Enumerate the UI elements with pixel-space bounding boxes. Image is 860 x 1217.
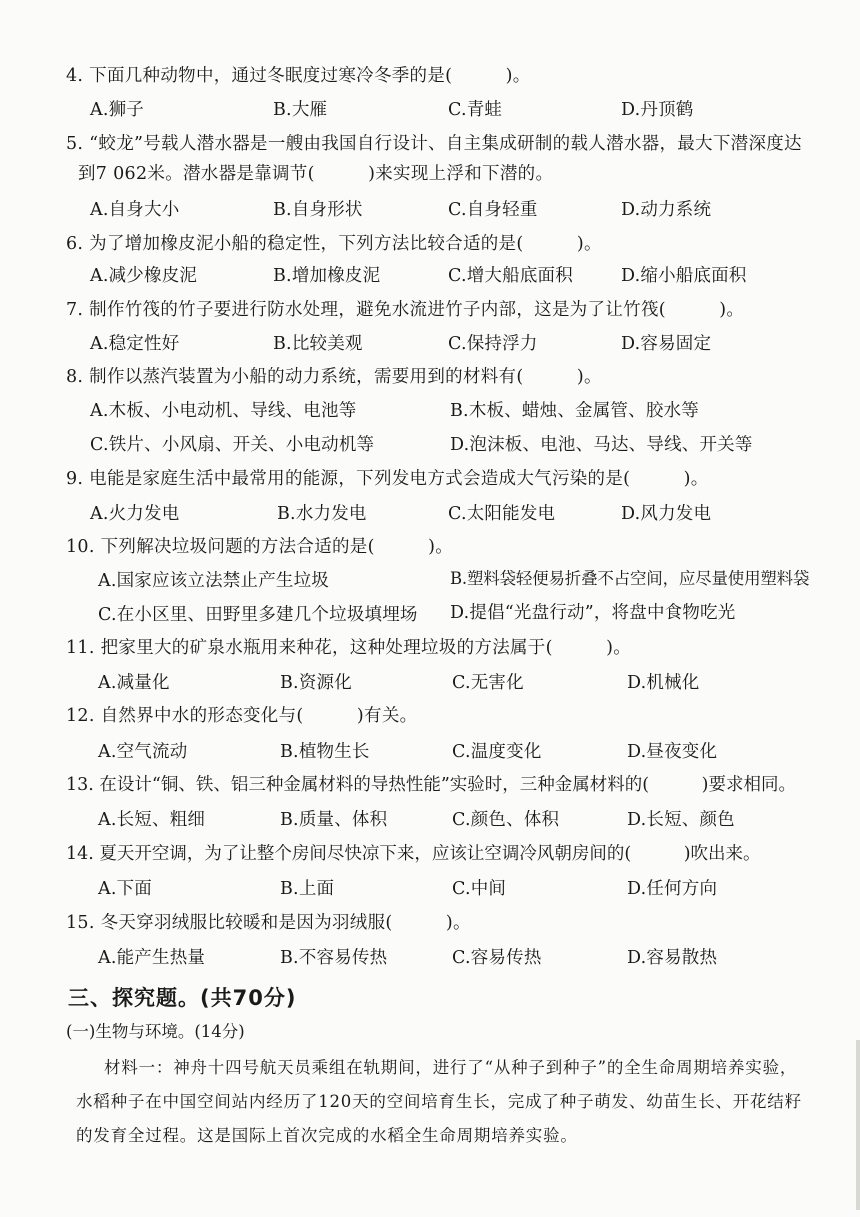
question-5-option-c: C.自身轻重 [448, 200, 538, 220]
question-5-stem-continued: 到7 062米。潜水器是靠调节( )来实现上浮和下潜的。 [78, 164, 554, 184]
question-5-option-b: B.自身形状 [273, 200, 363, 220]
question-13-option-c: C.颜色、体积 [452, 810, 560, 830]
question-9-option-d: D.风力发电 [621, 504, 712, 524]
question-7-option-a: A.稳定性好 [90, 334, 180, 354]
question-13-option-a: A.长短、粗细 [98, 810, 206, 830]
question-14-option-d: D.任何方向 [627, 879, 718, 899]
question-8-option-b: B.木板、蜡烛、金属管、胶水等 [450, 401, 699, 421]
section-3-title: 三、探究题。(共70分) [68, 986, 297, 1010]
question-9-option-c: C.太阳能发电 [448, 504, 556, 524]
question-4-stem: 4. 下面几种动物中，通过冬眠度过寒冷冬季的是( )。 [66, 66, 531, 86]
question-14-option-c: C.中间 [452, 879, 507, 899]
question-13-stem: 13. 在设计“铜、铁、铝三种金属材料的导热性能”实验时，三种金属材料的( )要求相同。 [66, 775, 796, 795]
question-10-option-d: D.提倡“光盘行动”，将盘中食物吃光 [450, 603, 736, 623]
question-9-option-a: A.火力发电 [90, 504, 180, 524]
material-paragraph-line-1: 材料一：神舟十四号航天员乘组在轨期间，进行了“从种子到种子”的全生命周期培养实验， [104, 1058, 798, 1077]
question-10-option-b: B.塑料袋轻便易折叠不占空间，应尽量使用塑料袋 [450, 569, 810, 588]
question-8-stem: 8. 制作以蒸汽装置为小船的动力系统，需要用到的材料有( )。 [66, 367, 602, 387]
question-11-option-a: A.减量化 [98, 673, 170, 693]
question-8-option-d: D.泡沫板、电池、马达、导线、开关等 [450, 435, 753, 455]
question-8-option-c: C.铁片、小风扇、开关、小电动机等 [90, 435, 375, 455]
question-5-option-d: D.动力系统 [621, 200, 712, 220]
question-14-option-b: B.上面 [280, 879, 335, 899]
material-paragraph-line-3: 的发育全过程。这是国际上首次完成的水稻全生命周期培养实验。 [76, 1126, 578, 1145]
question-10-option-c: C.在小区里、田野里多建几个垃圾填埋场 [98, 605, 418, 625]
question-11-option-c: C.无害化 [452, 673, 524, 693]
question-5-stem: 5. “蛟龙”号载人潜水器是一艘由我国自行设计、自主集成研制的载人潜水器，最大下潜深度达 [66, 134, 802, 154]
question-4-option-b: B.大雁 [273, 100, 328, 120]
question-11-option-b: B.资源化 [280, 673, 352, 693]
question-15-stem: 15. 冬天穿羽绒服比较暖和是因为羽绒服( )。 [66, 913, 471, 933]
question-6-option-b: B.增加橡皮泥 [273, 266, 381, 286]
question-5-option-a: A.自身大小 [90, 200, 180, 220]
question-13-option-b: B.质量、体积 [280, 810, 388, 830]
question-11-option-d: D.机械化 [627, 673, 700, 693]
question-8-option-a: A.木板、小电动机、导线、电池等 [90, 401, 357, 421]
question-10-stem: 10. 下列解决垃圾问题的方法合适的是( )。 [66, 537, 454, 557]
question-12-option-d: D.昼夜变化 [627, 742, 718, 762]
question-11-stem: 11. 把家里大的矿泉水瓶用来种花，这种处理垃圾的方法属于( )。 [66, 638, 632, 658]
material-paragraph-line-2: 水稻种子在中国空间站内经历了120天的空间培育生长，完成了种子萌发、幼苗生长、开花结籽 [76, 1092, 802, 1111]
question-4-option-c: C.青蛙 [448, 100, 503, 120]
question-14-option-a: A.下面 [98, 879, 153, 899]
question-6-option-d: D.缩小船底面积 [621, 266, 747, 286]
section-3-subsection-1: (一)生物与环境。(14分) [66, 1022, 245, 1041]
question-10-option-a: A.国家应该立法禁止产生垃圾 [98, 571, 329, 591]
question-6-stem: 6. 为了增加橡皮泥小船的稳定性，下列方法比较合适的是( )。 [66, 234, 602, 254]
scan-edge-shadow [856, 1040, 860, 1210]
question-4-option-d: D.丹顶鹤 [621, 100, 694, 120]
question-15-option-a: A.能产生热量 [98, 948, 206, 968]
question-15-option-c: C.容易传热 [452, 948, 542, 968]
question-12-option-b: B.植物生长 [280, 742, 370, 762]
question-4-option-a: A.狮子 [90, 100, 145, 120]
question-14-stem: 14. 夏天开空调，为了让整个房间尽快凉下来，应该让空调冷风朝房间的( )吹出来。 [66, 844, 761, 864]
question-7-option-d: D.容易固定 [621, 334, 712, 354]
question-13-option-d: D.长短、颜色 [627, 810, 735, 830]
question-6-option-c: C.增大船底面积 [448, 266, 573, 286]
question-12-option-a: A.空气流动 [98, 742, 188, 762]
question-9-option-b: B.水力发电 [277, 504, 367, 524]
question-15-option-b: B.不容易传热 [280, 948, 388, 968]
question-7-stem: 7. 制作竹筏的竹子要进行防水处理，避免水流进竹子内部，这是为了让竹筏( )。 [66, 300, 745, 320]
question-12-option-c: C.温度变化 [452, 742, 542, 762]
question-7-option-b: B.比较美观 [273, 334, 363, 354]
question-15-option-d: D.容易散热 [627, 948, 718, 968]
question-12-stem: 12. 自然界中水的形态变化与( )有关。 [66, 706, 418, 726]
question-7-option-c: C.保持浮力 [448, 334, 538, 354]
question-9-stem: 9. 电能是家庭生活中最常用的能源，下列发电方式会造成大气污染的是( )。 [66, 469, 709, 489]
question-6-option-a: A.减少橡皮泥 [90, 266, 198, 286]
